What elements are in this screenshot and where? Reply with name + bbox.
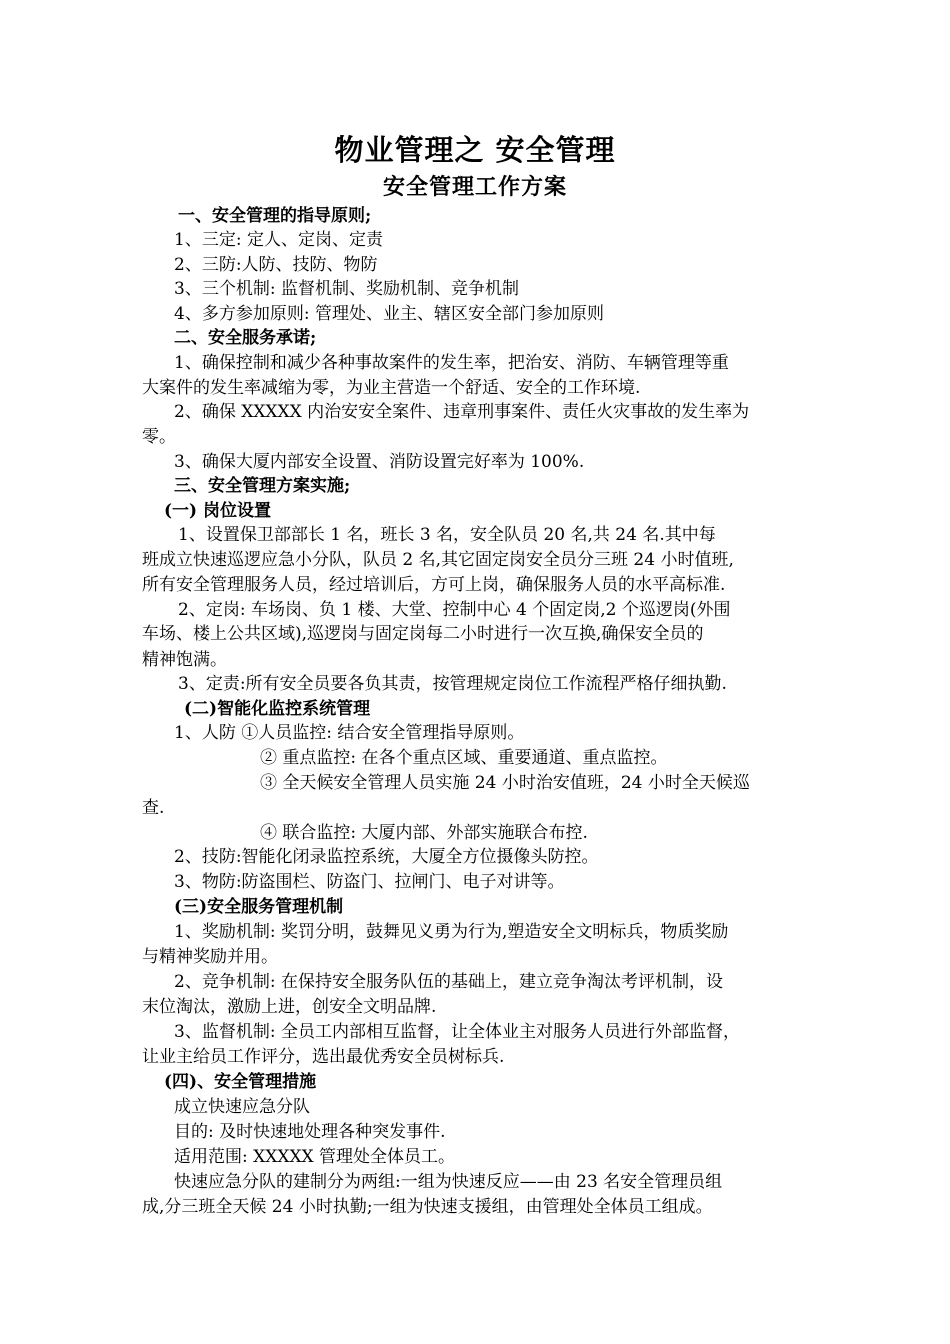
paragraph-line: 所有安全管理服务人员，经过培训后，方可上岗，确保服务人员的水平高标准. (142, 575, 726, 595)
paragraph-line: 精神饱满。 (142, 650, 227, 670)
paragraph-line: 1、三定: 定人、定岗、定责 (174, 230, 383, 250)
paragraph-line: 3、确保大厦内部安全设置、消防设置完好率为 100%. (174, 452, 585, 472)
paragraph-line: 1、人防 ①人员监控: 结合安全管理指导原则。 (174, 723, 525, 743)
paragraph-line: 查. (142, 798, 165, 818)
subsection-heading: (一) 岗位设置 (164, 501, 272, 521)
paragraph-line: 大案件的发生率减缩为零，为业主营造一个舒适、安全的工作环境. (142, 378, 641, 398)
paragraph-line: 2、定岗: 车场岗、负 1 楼、大堂、控制中心 4 个固定岗,2 个巡逻岗(外围 (178, 600, 731, 620)
paragraph-line: 成,分三班全天候 24 小时执勤;一组为快速支援组，由管理处全体员工组成。 (142, 1197, 713, 1217)
document-title: 物业管理之 安全管理 (334, 133, 616, 167)
paragraph-line: ④ 联合监控: 大厦内部、外部实施联合布控. (260, 823, 588, 843)
paragraph-line: 2、确保 XXXXX 内治安安全案件、违章刑事案件、责任火灾事故的发生率为 (174, 402, 750, 422)
paragraph-line: 零。 (142, 427, 176, 447)
paragraph-line: 3、定责:所有安全员要各负其责，按管理规定岗位工作流程严格仔细执勤. (178, 674, 727, 694)
paragraph-line: 2、技防:智能化闭录监控系统，大厦全方位摄像头防控。 (174, 847, 599, 867)
paragraph-line: 快速应急分队的建制分为两组:一组为快速反应——由 23 名安全管理员组 (174, 1172, 723, 1192)
paragraph-line: 3、三个机制: 监督机制、奖励机制、竞争机制 (174, 279, 519, 299)
subsection-heading: (二)智能化监控系统管理 (184, 699, 371, 719)
section-heading-1: 一、安全管理的指导原则; (178, 206, 372, 226)
paragraph-line: 车场、楼上公共区域),巡逻岗与固定岗每二小时进行一次互换,确保安全员的 (142, 624, 704, 644)
paragraph-line: 适用范围: XXXXX 管理处全体员工。 (174, 1147, 456, 1167)
section-heading-3: 三、安全管理方案实施; (174, 476, 351, 496)
paragraph-line: 4、多方参加原则: 管理处、业主、辖区安全部门参加原则 (174, 304, 604, 324)
section-heading-2: 二、安全服务承诺; (174, 328, 317, 348)
subsection-heading: (三)安全服务管理机制 (174, 897, 344, 917)
paragraph-line: 2、竞争机制: 在保持安全服务队伍的基础上，建立竞争淘汰考评机制，设 (174, 972, 723, 992)
paragraph-line: 目的: 及时快速地处理各种突发事件. (174, 1122, 446, 1142)
paragraph-line: 与精神奖励并用。 (142, 947, 278, 967)
document-subtitle: 安全管理工作方案 (382, 174, 567, 200)
paragraph-line: 2、三防:人防、技防、物防 (174, 255, 378, 275)
subsection-heading: (四)、安全管理措施 (164, 1072, 317, 1092)
paragraph-line: 让业主给员工作评分，选出最优秀安全员树标兵. (142, 1047, 505, 1067)
paragraph-line: 1、奖励机制: 奖罚分明，鼓舞见义勇为行为,塑造安全文明标兵，物质奖励 (174, 922, 729, 942)
paragraph-line: 1、设置保卫部部长 1 名，班长 3 名，安全队员 20 名,共 24 名.其中每 (178, 525, 716, 545)
paragraph-line: 3、物防:防盗围栏、防盗门、拉闸门、电子对讲等。 (174, 872, 565, 892)
paragraph-line: ② 重点监控: 在各个重点区域、重要通道、重点监控。 (260, 748, 668, 768)
paragraph-line: 成立快速应急分队 (174, 1097, 310, 1117)
paragraph-line: 班成立快速巡逻应急小分队，队员 2 名,其它固定岗安全员分三班 24 小时值班, (142, 550, 734, 570)
paragraph-line: ③ 全天候安全管理人员实施 24 小时治安值班，24 小时全天候巡 (260, 773, 750, 793)
paragraph-line: 末位淘汰，激励上进，创安全文明品牌. (142, 997, 437, 1017)
paragraph-line: 3、监督机制: 全员工内部相互监督，让全体业主对服务人员进行外部监督， (174, 1022, 740, 1042)
paragraph-line: 1、确保控制和减少各种事故案件的发生率，把治安、消防、车辆管理等重 (174, 353, 729, 373)
